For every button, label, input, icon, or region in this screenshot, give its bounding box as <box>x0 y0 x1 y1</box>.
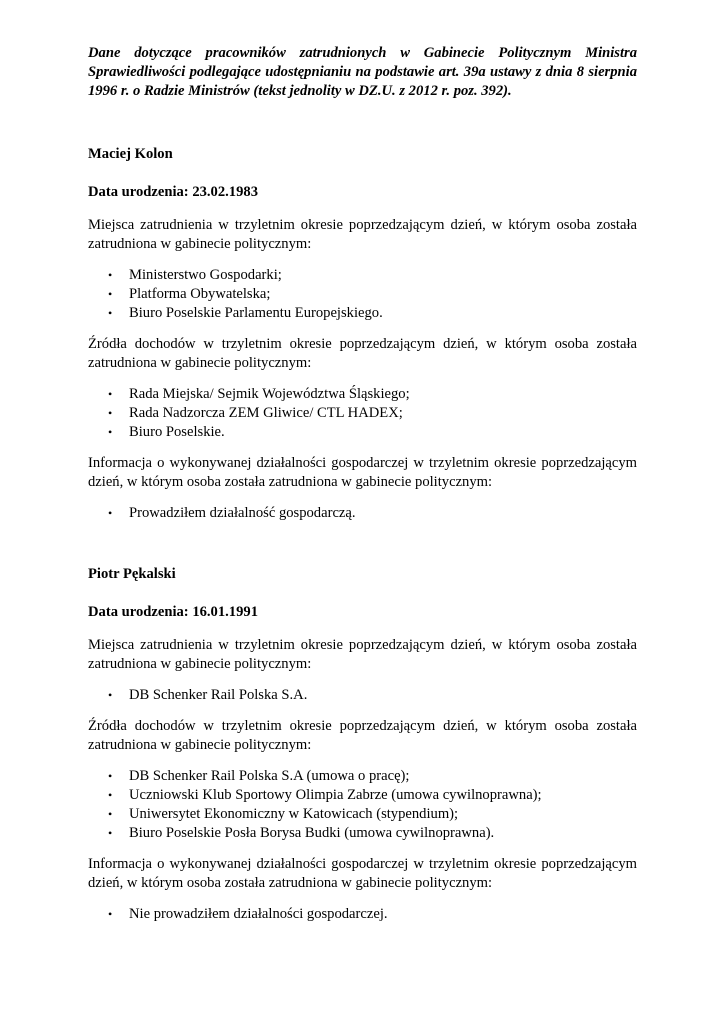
list-item: • Rada Miejska/ Sejmik Województwa Śląskiego; <box>108 386 410 402</box>
income-list <box>88 767 637 843</box>
list-item: • Uniwersytet Ekonomiczny w Katowicach (stypendium); <box>108 806 459 822</box>
business-heading: Informacja o wykonywanej działalności gospodarczej w trzyletnim okresie poprzedzającym dzień, w którym osoba została zatrudniona w gabinecie politycznym: <box>88 455 637 490</box>
document-content <box>88 44 637 936</box>
bullet-icon: • <box>108 268 113 282</box>
bullet-icon: • <box>108 506 113 520</box>
list-item: • Prowadziłem działalność gospodarczą. <box>108 505 356 521</box>
list-item: • DB Schenker Rail Polska S.A (umowa o pracę); <box>108 768 410 784</box>
person-section <box>88 565 637 924</box>
bullet-icon: • <box>108 387 113 401</box>
bullet-icon: • <box>108 406 113 420</box>
bullet-icon: • <box>108 807 113 821</box>
section-spacer <box>88 535 637 565</box>
income-heading: Źródła dochodów w trzyletnim okresie poprzedzającym dzień, w którym osoba została zatrudniona w gabinecie politycznym: <box>88 718 637 753</box>
list-item: • Platforma Obywatelska; <box>108 286 271 302</box>
birth-date: Data urodzenia: 23.02.1983 <box>88 184 258 200</box>
business-list <box>88 905 637 924</box>
income-list <box>88 385 637 442</box>
person-name: Maciej Kolon <box>88 146 173 162</box>
list-item: • Rada Nadzorcza ZEM Gliwice/ CTL HADEX; <box>108 405 403 421</box>
bullet-icon: • <box>108 306 113 320</box>
birth-date: Data urodzenia: 16.01.1991 <box>88 604 258 620</box>
person-name: Piotr Pękalski <box>88 566 176 582</box>
bullet-icon: • <box>108 425 113 439</box>
list-item: • Biuro Poselskie. <box>108 424 225 440</box>
employment-heading: Miejsca zatrudnienia w trzyletnim okresie poprzedzającym dzień, w którym osoba została zatrudniona w gabinecie politycznym: <box>88 217 637 252</box>
bullet-icon: • <box>108 287 113 301</box>
person-section <box>88 145 637 523</box>
bullet-icon: • <box>108 688 113 702</box>
employment-list <box>88 686 637 705</box>
business-heading: Informacja o wykonywanej działalności gospodarczej w trzyletnim okresie poprzedzającym dzień, w którym osoba została zatrudniona w gabinecie politycznym: <box>88 856 637 891</box>
bullet-icon: • <box>108 769 113 783</box>
income-heading: Źródła dochodów w trzyletnim okresie poprzedzającym dzień, w którym osoba została zatrudniona w gabinecie politycznym: <box>88 336 637 371</box>
employment-heading: Miejsca zatrudnienia w trzyletnim okresie poprzedzającym dzień, w którym osoba została zatrudniona w gabinecie politycznym: <box>88 637 637 672</box>
bullet-icon: • <box>108 788 113 802</box>
business-list <box>88 504 637 523</box>
list-item: • Biuro Poselskie Posła Borysa Budki (umowa cywilnoprawna). <box>108 825 495 841</box>
list-item: • Nie prowadziłem działalności gospodarczej. <box>108 906 388 922</box>
bullet-icon: • <box>108 907 113 921</box>
list-item: • Uczniowski Klub Sportowy Olimpia Zabrze (umowa cywilnoprawna); <box>108 787 542 803</box>
list-item: • Biuro Poselskie Parlamentu Europejskiego. <box>108 305 383 321</box>
employment-list <box>88 266 637 323</box>
document-intro: Dane dotyczące pracowników zatrudnionych w Gabinecie Politycznym Ministra Sprawiedliwości podlegające udostępnianiu na podstawie art. 39a ustawy z dnia 8 sierpnia 1996 r. o Radzie Ministrów (tekst jednolity w DZ.U. z 2012 r. poz. 392). <box>88 45 637 99</box>
list-item: • DB Schenker Rail Polska S.A. <box>108 687 308 703</box>
list-item: • Ministerstwo Gospodarki; <box>108 267 282 283</box>
bullet-icon: • <box>108 826 113 840</box>
